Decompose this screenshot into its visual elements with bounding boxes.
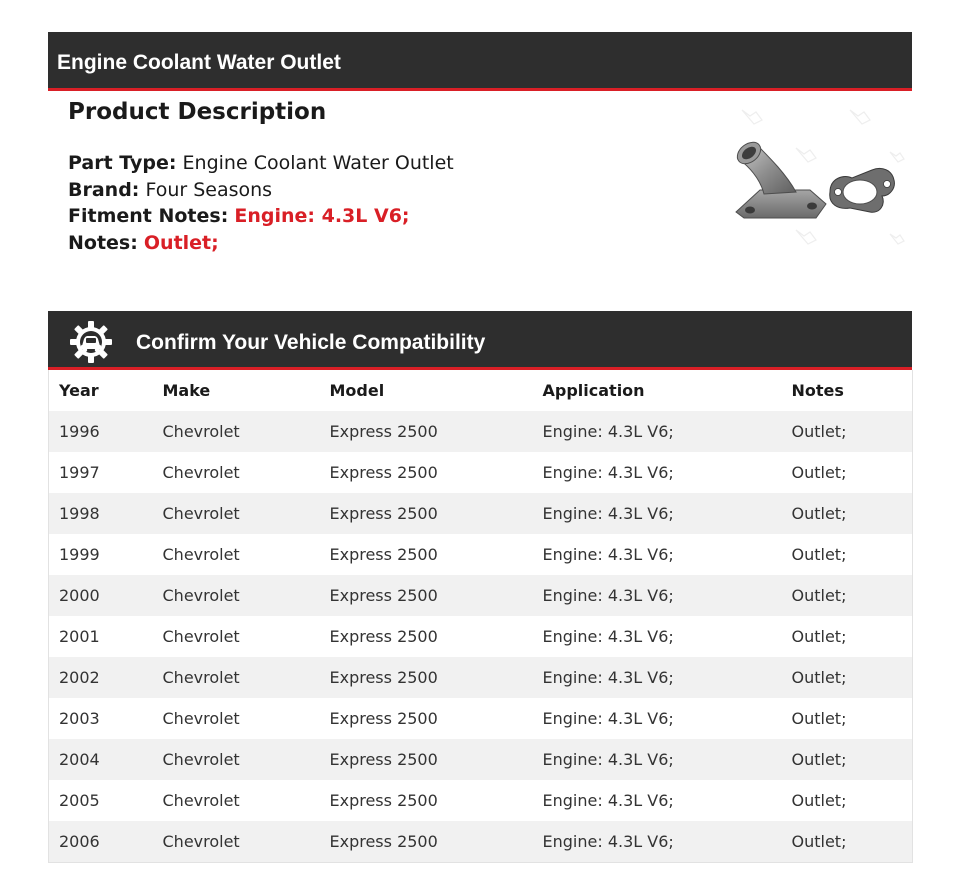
cell-make: Chevrolet [153,534,320,575]
table-row [49,698,913,739]
cell-year: 1999 [49,534,153,575]
product-title: Engine Coolant Water Outlet [57,51,341,74]
cell-application: Engine: 4.3L V6; [533,739,782,780]
cell-make: Chevrolet [153,780,320,821]
cell-make: Chevrolet [153,657,320,698]
cell-year: 2005 [49,780,153,821]
cell-notes: Outlet; [782,575,913,616]
cell-make: Chevrolet [153,821,320,863]
cell-model: Express 2500 [320,739,533,780]
cell-model: Express 2500 [320,698,533,739]
column-header-notes: Notes [782,370,913,411]
table-row [49,821,913,863]
cell-model: Express 2500 [320,534,533,575]
cell-model: Express 2500 [320,493,533,534]
cell-notes: Outlet; [782,780,913,821]
compatibility-title: Confirm Your Vehicle Compatibility [136,331,486,354]
cell-year: 1997 [49,452,153,493]
part-type-line [68,150,454,177]
column-header-model: Model [320,370,533,411]
cell-year: 1996 [49,411,153,452]
cell-year: 2000 [49,575,153,616]
table-header-row [49,370,913,411]
brand-label: Brand: [68,178,140,201]
cell-notes: Outlet; [782,411,913,452]
table-row [49,411,913,452]
part-type-label: Part Type: [68,152,177,174]
table-row [49,739,913,780]
cell-year: 2002 [49,657,153,698]
cell-notes: Outlet; [782,452,913,493]
cell-model: Express 2500 [320,616,533,657]
cell-notes: Outlet; [782,821,913,863]
cell-notes: Outlet; [782,616,913,657]
notes-label: Notes: [68,231,138,254]
cell-notes: Outlet; [782,657,913,698]
table-row [49,493,913,534]
cell-notes: Outlet; [782,493,913,534]
part-type-value: Engine Coolant Water Outlet [182,152,454,174]
description-details [68,150,454,256]
cell-make: Chevrolet [153,452,320,493]
cell-application: Engine: 4.3L V6; [533,411,782,452]
brand-value: Four Seasons [145,178,273,201]
cell-year: 2006 [49,821,153,863]
column-header-year: Year [49,370,153,411]
cell-year: 1998 [49,493,153,534]
cell-application: Engine: 4.3L V6; [533,575,782,616]
cell-model: Express 2500 [320,780,533,821]
cell-model: Express 2500 [320,575,533,616]
cell-year: 2001 [49,616,153,657]
cell-application: Engine: 4.3L V6; [533,534,782,575]
cell-model: Express 2500 [320,657,533,698]
fitment-notes-value: Engine: 4.3L V6; [234,205,410,227]
notes-line [68,230,454,257]
cell-application: Engine: 4.3L V6; [533,657,782,698]
product-image [730,100,910,260]
cell-make: Chevrolet [153,739,320,780]
cell-application: Engine: 4.3L V6; [533,698,782,739]
fitment-notes-label: Fitment Notes: [68,205,229,227]
notes-value: Outlet; [143,231,219,254]
cell-application: Engine: 4.3L V6; [533,780,782,821]
cell-make: Chevrolet [153,698,320,739]
cell-notes: Outlet; [782,698,913,739]
cell-year: 2003 [49,698,153,739]
cell-application: Engine: 4.3L V6; [533,493,782,534]
column-header-application: Application [533,370,782,411]
cell-make: Chevrolet [153,411,320,452]
water-outlet-with-gasket-image [730,100,910,260]
table-row [49,575,913,616]
brand-line [68,177,454,204]
description-heading: Product Description [68,99,327,125]
cell-make: Chevrolet [153,616,320,657]
gear-car-icon [68,319,114,365]
cell-application: Engine: 4.3L V6; [533,821,782,863]
compatibility-banner [48,311,912,370]
table-row [49,452,913,493]
cell-make: Chevrolet [153,575,320,616]
table-row [49,780,913,821]
table-row [49,616,913,657]
cell-application: Engine: 4.3L V6; [533,616,782,657]
fitment-notes-line [68,203,454,230]
cell-model: Express 2500 [320,452,533,493]
cell-model: Express 2500 [320,821,533,863]
table-row [49,534,913,575]
cell-notes: Outlet; [782,534,913,575]
cell-notes: Outlet; [782,739,913,780]
table-row [49,657,913,698]
cell-year: 2004 [49,739,153,780]
cell-make: Chevrolet [153,493,320,534]
cell-application: Engine: 4.3L V6; [533,452,782,493]
column-header-make: Make [153,370,320,411]
cell-model: Express 2500 [320,411,533,452]
product-title-banner [48,32,912,91]
compatibility-table [48,370,913,863]
